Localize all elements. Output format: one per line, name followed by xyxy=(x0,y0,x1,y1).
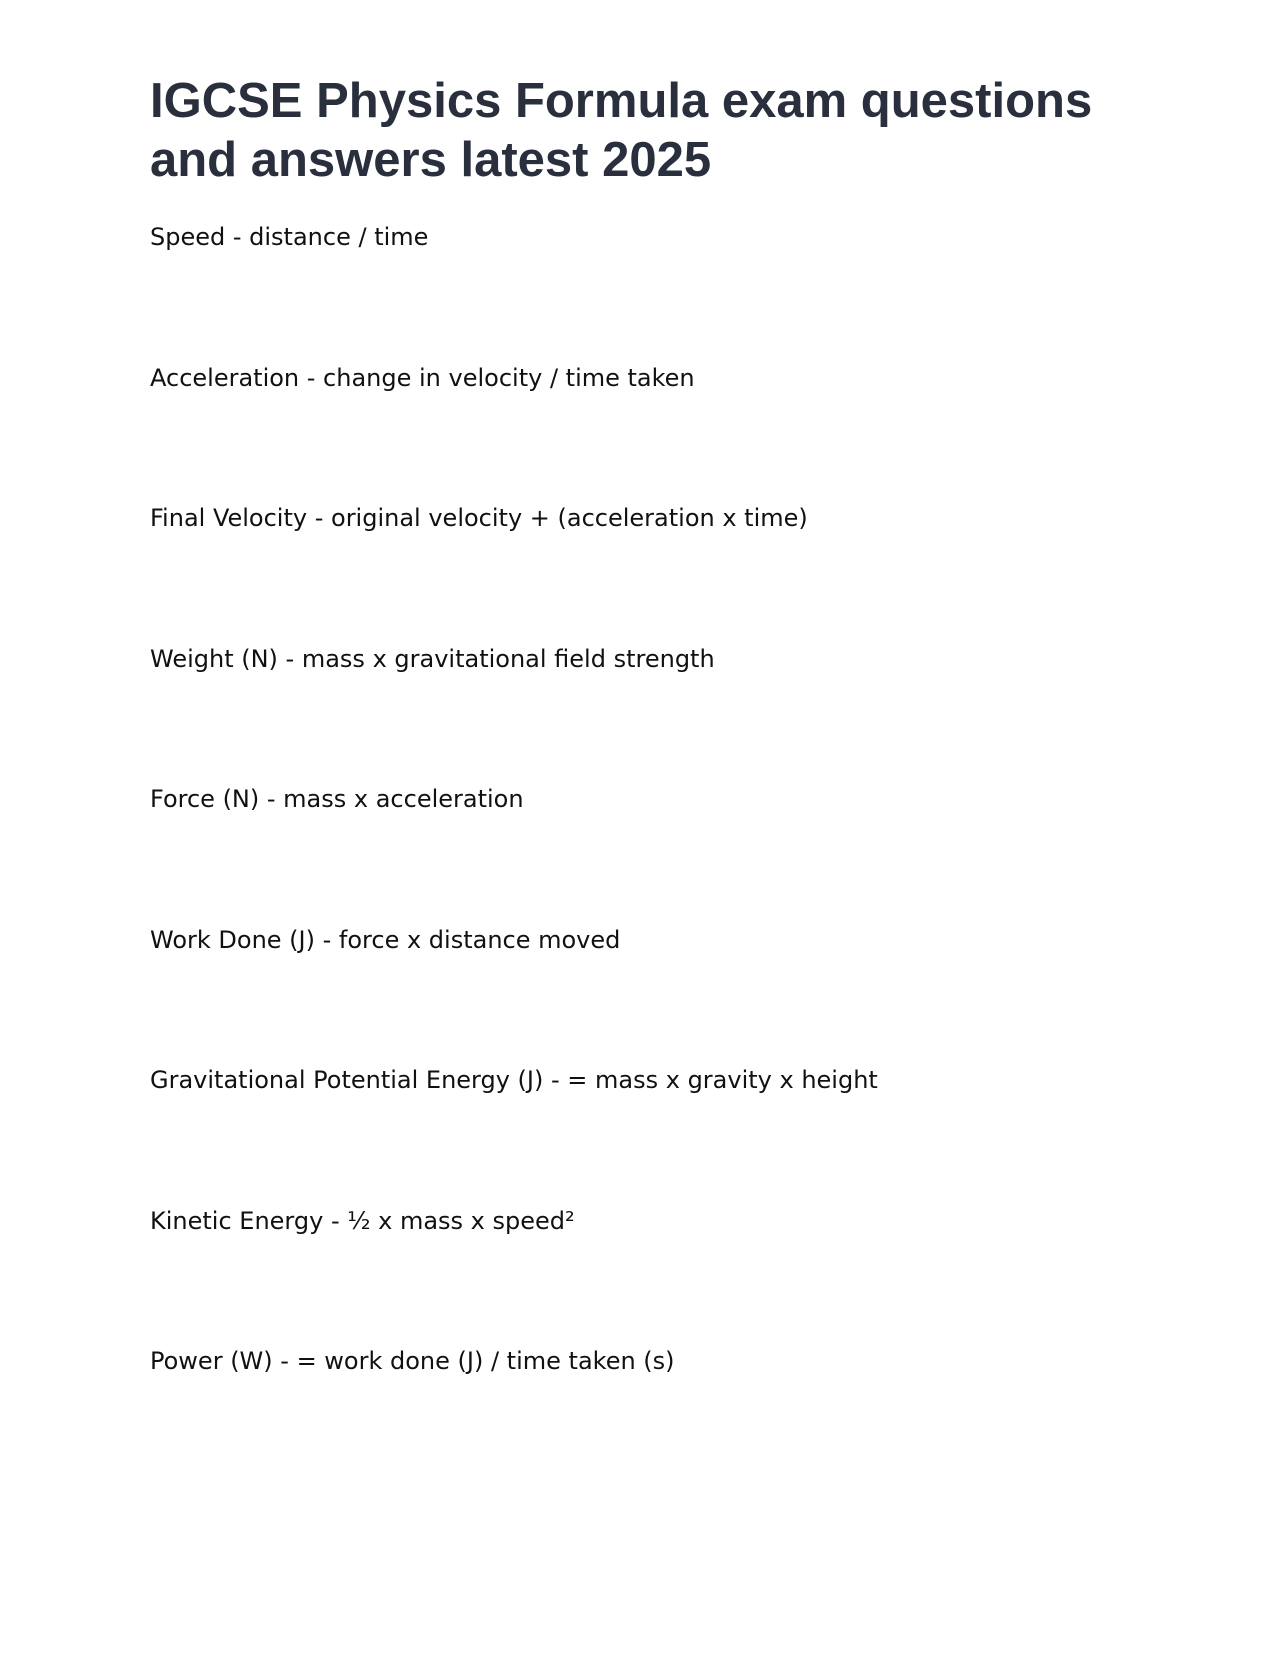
formula-work-done: Work Done (J) - force x distance moved xyxy=(150,925,621,954)
formula-gravitational-potential-energy: Gravitational Potential Energy (J) - = mass x gravity x height xyxy=(150,1066,878,1094)
formula-force: Force (N) - mass x acceleration xyxy=(150,785,524,813)
formula-power: Power (W) - = work done (J) / time taken (s) xyxy=(150,1347,675,1375)
formula-kinetic-energy: Kinetic Energy - ½ x mass x speed² xyxy=(150,1206,575,1235)
formula-list xyxy=(150,218,878,1483)
formula-acceleration: Acceleration - change in velocity / time taken xyxy=(150,363,695,392)
formula-weight: Weight (N) - mass x gravitational field strength xyxy=(150,644,715,673)
document-title: IGCSE Physics Formula exam questions and answers latest 2025 xyxy=(150,74,1093,187)
formula-final-velocity: Final Velocity - original velocity + (acceleration x time) xyxy=(150,504,808,532)
formula-speed: Speed - distance / time xyxy=(150,223,429,251)
